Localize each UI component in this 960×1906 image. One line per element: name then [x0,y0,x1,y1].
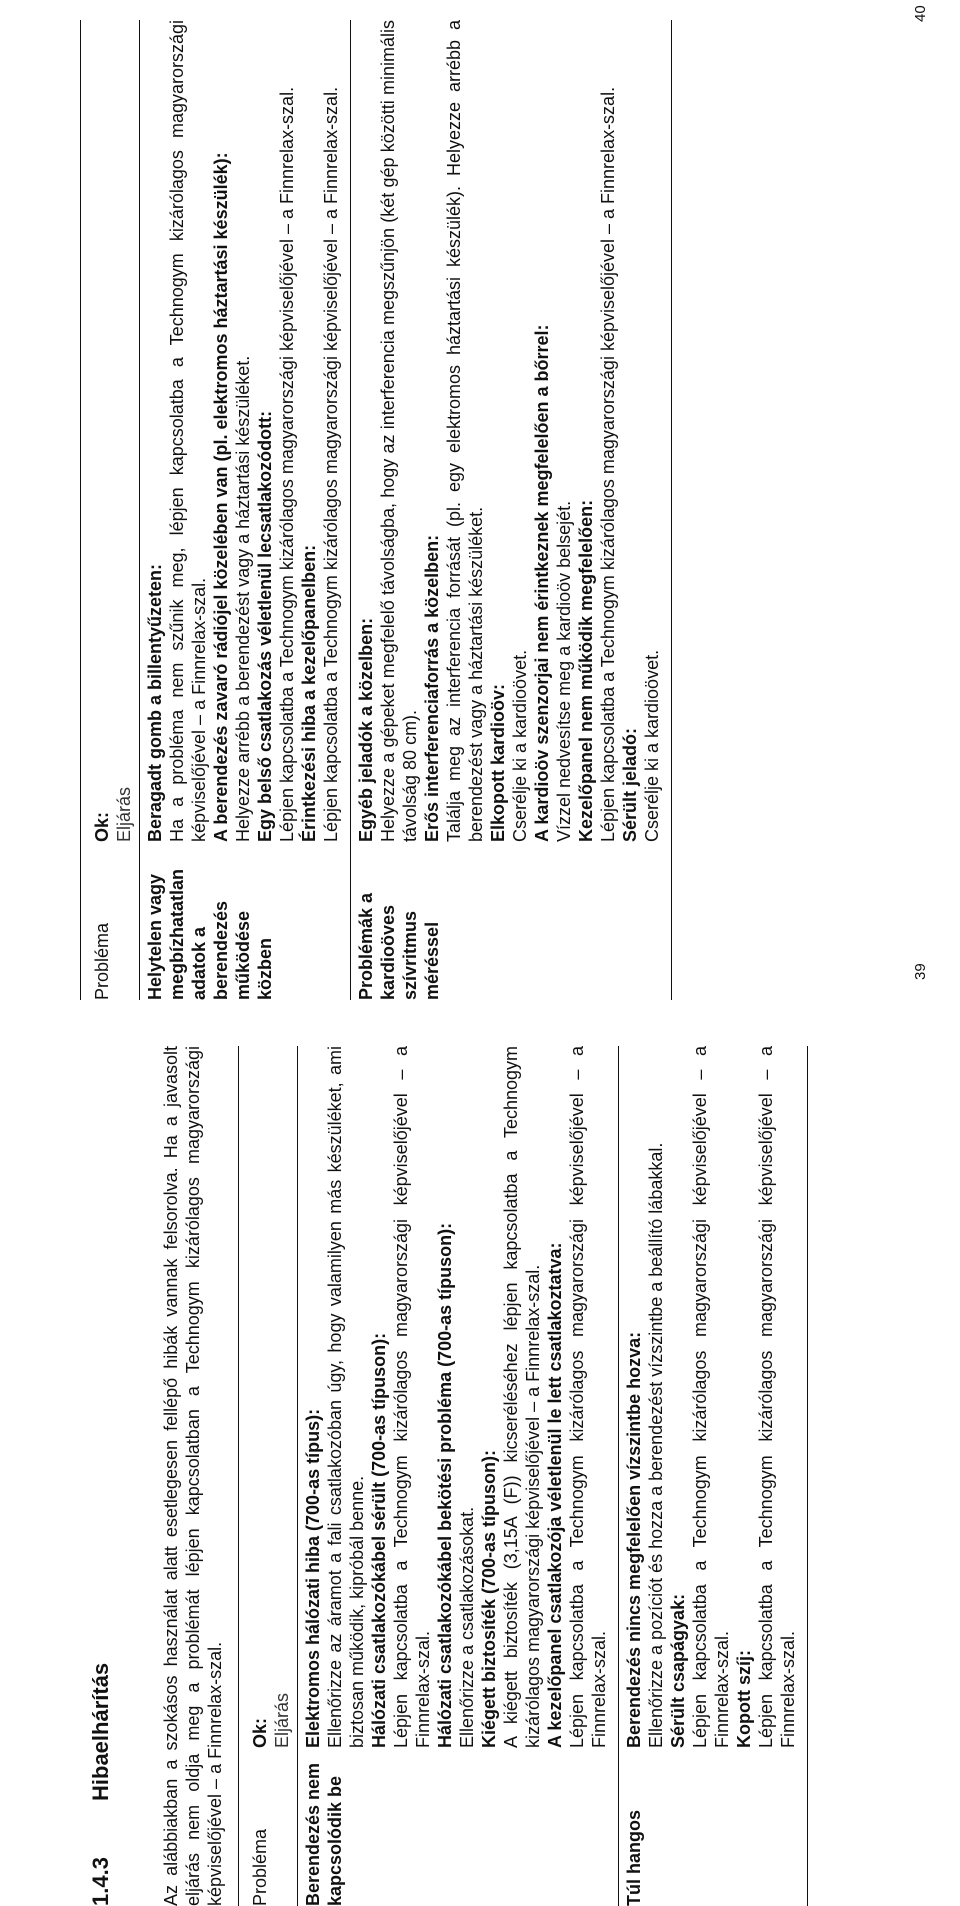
action-text: Helyezze a gépeket megfelelő távolságba, hogy az interferencia megszűnjön (két gép közötti minimális távolság 80 cm). [378,20,420,842]
action-text: Lépjen kapcsolatba a Technogym kizárólagos magyarországi képviselőjével – a Finnrelax-szal. [756,1046,798,1748]
header-procedure: Eljárás [272,1692,292,1748]
table-header [239,1046,298,1906]
cause-text: Erős interferenciaforrás a közelben: [422,534,442,842]
header-procedure: Eljárás [114,786,134,842]
intro-paragraph: Az alábbiakban a szokásos használat alatt esetlegesen fellépő hibák vannak felsorolva. Ha a javasolt eljárás nem oldja meg a problémát lépjen kapcsolatban a Technogym kizárólagos magyarországi képviselőjével – a Finnrelax-szal. [161,1046,225,1906]
row-details [298,1046,619,1748]
action-text: Ellenőrizze a csatlakozásokat. [457,1506,477,1748]
header-cause-procedure [81,20,140,842]
row-problem: Berendezés nem kapcsolódik be [303,1762,345,1906]
table-row [298,1046,619,1906]
table-row [619,1046,808,1906]
table-bottom-rule [671,20,672,1000]
cause-text: Egy belső csatlakozás véletlenül lecsatlakozódott: [255,410,275,842]
action-text: Helyezze arrébb a berendezést vagy a háztartási készüléket. [233,355,253,842]
cause-text: A berendezés zavaró rádiójel közelében van (pl. elektromos háztartási készülék): [211,152,231,842]
cause-text: A kezelőpanel csatlakozója véletlenül le lett csatlakoztatva: [545,1242,565,1748]
header-cause-procedure [239,1046,298,1748]
row-problem: Helytelen vagy megbízhatatlan adatok a berendezés működése közben [145,868,275,1000]
page-40 [58,20,928,1000]
row-details [619,1046,808,1748]
cause-text: Beragadt gomb a billentyűzeten: [145,563,165,842]
row-problem: Túl hangos [624,1810,644,1906]
action-text: Ha a probléma nem szűnik meg, lépjen kapcsolatba a Technogym kizárólagos magyarországi képviselőjével – a Finnrelax-szal. [167,20,209,842]
cause-text: Elektromos hálózati hiba (700-as típus): [303,1408,323,1748]
action-text: Lépjen kapcsolatba a Technogym kizárólagos magyarországi képviselőjével – a Finnrelax-szal. [277,86,297,842]
action-text: Ellenőrizze a pozíciót és hozza a berendezést vízszintbe a beállító lábakkal. [646,1142,666,1748]
action-text: Lépjen kapcsolatba a Technogym kizárólagos magyarországi képviselőjével – a Finnrelax-szal. [321,86,341,842]
table-header [81,20,140,1000]
section-title: Hibaelhárítás [88,1662,113,1801]
header-cause: Ok: [250,1717,270,1748]
action-text: Lépjen kapcsolatba a Technogym kizárólagos magyarországi képviselőjével – a Finnrelax-szal. [690,1046,732,1748]
section-heading [88,1046,114,1906]
row-details [140,20,351,842]
page-39 [62,1046,942,1906]
row-details [351,20,672,842]
action-text: Vízzel nedvesítse meg a kardioöv belsejét. [554,500,574,842]
cause-text: Sérült jeladó: [620,727,640,842]
header-problem: Probléma [250,1828,270,1906]
cause-text: Kiégett biztosíték (700-as típuson): [479,1449,499,1748]
action-text: Cserélje ki a kardioövet. [510,649,530,842]
action-text: Lépjen kapcsolatba a Technogym kizárólagos magyarországi képviselőjével – a Finnrelax-szal. [567,1046,609,1748]
cause-text: Kopott szíj: [734,1650,754,1748]
page-number-39: 39 [912,963,929,980]
cause-text: Sérült csapágyak: [668,1593,688,1748]
cause-text: Hálózati csatlakozókábel bekötési probléma (700-as típuson): [435,1222,455,1748]
cause-text: Egyéb jeladók a közelben: [356,617,376,842]
action-text: Cserélje ki a kardioövet. [642,649,662,842]
troubleshooting-table-continued [80,20,671,1000]
cause-text: Hálózati csatlakozókábel sérült (700-as típuson): [369,1332,389,1748]
page-number-40: 40 [912,5,929,22]
cause-text: Berendezés nincs megfelelően vízszintbe hozva: [624,1331,644,1748]
action-text: Lépjen kapcsolatba a Technogym kizárólagos magyarországi képviselőjével – a Finnrelax-szal. [391,1046,433,1748]
section-number: 1.4.3 [88,1857,113,1906]
action-text: Ellenőrizze az áramot a fali csatlakozóban úgy, hogy valamilyen más készüléket, ami biztosan működik, kipróbál benne. [325,1046,367,1748]
header-cause: Ok: [92,811,112,842]
cause-text: A kardioöv szenzorjai nem érintkeznek megfelelően a bőrrel: [532,324,552,842]
troubleshooting-table [238,1046,807,1906]
action-text: Lépjen kapcsolatba a Technogym kizárólagos magyarországi képviselőjével – a Finnrelax-szal. [598,86,618,842]
header-problem: Probléma [92,922,112,1000]
table-bottom-rule [807,1046,808,1906]
table-row [351,20,672,1000]
cause-text: Érintkezési hiba a kezelőpanelben: [299,544,319,842]
action-text: A kiégett biztosíték (3,15A (F)) kicseréléséhez lépjen kapcsolatba a Technogym kizárólagos magyarországi képviselőjével – a Finnrelax-szal. [501,1046,543,1748]
action-text: Találja meg az interferencia forrását (pl. egy elektromos háztartási készülék). Helyezze arrébb a berendezést vagy a háztartási készüléket. [444,20,486,842]
cause-text: Kezelőpanel nem működik megfelelően: [576,499,596,842]
cause-text: Elkopott kardioöv: [488,683,508,842]
table-row [140,20,351,1000]
row-problem: Problémák a kardioöves szívritmus méréssel [356,892,442,1000]
